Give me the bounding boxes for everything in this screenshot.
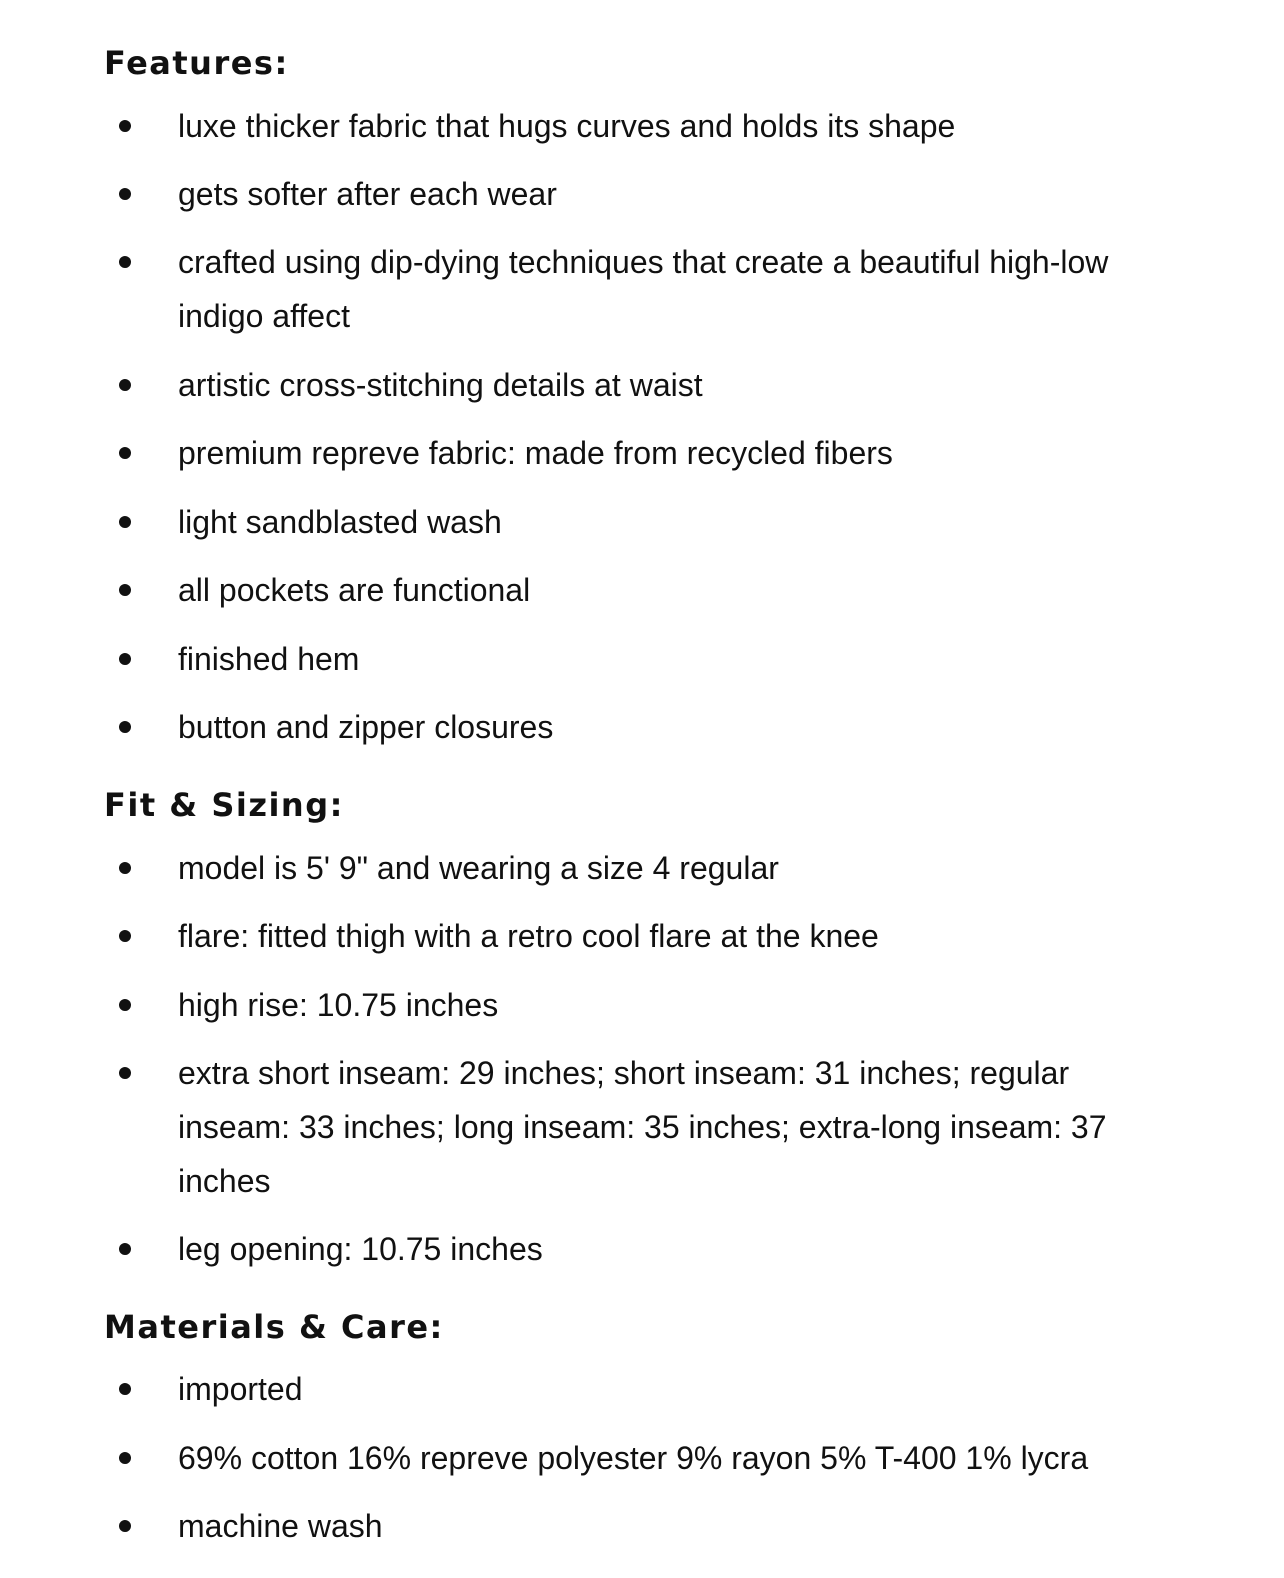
list-item-text: extra short inseam: 29 inches; short inseam: 31 inches; regular inseam: 33 inches; long inseam: 35 inches; extra-long inseam: 37 inches [178,1055,1107,1199]
list-item-text: flare: fitted thigh with a retro cool flare at the knee [178,918,879,954]
list-item-text: artistic cross-stitching details at waist [178,367,703,403]
bullet-icon [119,1383,131,1395]
bullet-icon [119,584,131,596]
bullet-icon [119,1067,131,1079]
list-item-text: leg opening: 10.75 inches [178,1231,543,1267]
list-item-text: gets softer after each wear [178,176,557,212]
bullet-icon [119,188,131,200]
list-item-text: all pockets are functional [178,572,531,608]
bullet-icon [119,379,131,391]
list-item-text: premium repreve fabric: made from recycled fibers [178,435,893,471]
list-item-text: button and zipper closures [178,709,554,745]
features-heading: Features: [104,44,289,82]
bullet-icon [119,999,131,1011]
bullet-icon [119,256,131,268]
list-item-text: model is 5' 9" and wearing a size 4 regular [178,850,779,886]
list-item-text: finished hem [178,641,360,677]
bullet-icon [119,721,131,733]
bullet-icon [119,653,131,665]
list-item-text: luxe thicker fabric that hugs curves and holds its shape [178,108,956,144]
bullet-icon [119,447,131,459]
bullet-icon [119,930,131,942]
materials-care-heading: Materials & Care: [104,1308,444,1346]
list-item-text: machine wash [178,1508,383,1544]
bullet-icon [119,1243,131,1255]
list-item-text: 69% cotton 16% repreve polyester 9% rayon 5% T-400 1% lycra [178,1440,1089,1476]
bullet-icon [119,862,131,874]
list-item-text: crafted using dip-dying techniques that create a beautiful high-low indigo affect [178,244,1109,334]
bullet-icon [119,1452,131,1464]
bullet-icon [119,516,131,528]
bullet-icon [119,120,131,132]
bullet-icon [119,1520,131,1532]
list-item-text: light sandblasted wash [178,504,502,540]
list-item-text: high rise: 10.75 inches [178,987,499,1023]
list-item-text: imported [178,1371,303,1407]
fit-sizing-heading: Fit & Sizing: [104,786,344,824]
